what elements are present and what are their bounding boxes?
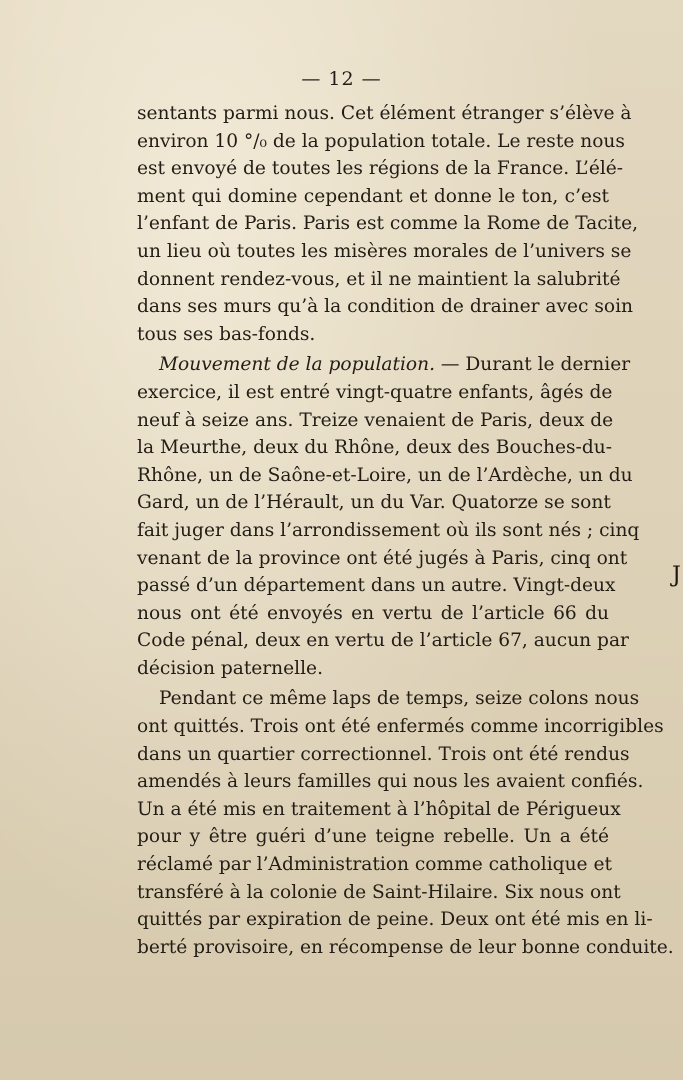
heading-continuation: — Durant le dernier bbox=[434, 354, 631, 376]
section-heading: Mouvement de la population. bbox=[159, 354, 435, 376]
paragraph-2 bbox=[137, 351, 640, 682]
text-line: neuf à seize ans. Treize venaient de Paris, deux de bbox=[137, 409, 614, 431]
text-line: l’enfant de Paris. Paris est comme la Rome de Tacite, bbox=[137, 213, 638, 235]
margin-mark: J bbox=[672, 563, 681, 588]
text-line: sentants parmi nous. Cet élément étranger s’élève à bbox=[137, 103, 632, 124]
text-line: amendés à leurs familles qui nous les avaient confiés. bbox=[137, 771, 644, 793]
text-line: ont quittés. Trois ont été enfermés comme incorrigibles bbox=[137, 716, 664, 738]
text-line: est envoyé de toutes les régions de la France. L’élé- bbox=[137, 158, 624, 180]
text-line: tous ses bas-fonds. bbox=[137, 323, 316, 345]
page-number: — 12 — bbox=[301, 68, 382, 90]
text-line: dans un quartier correctionnel. Trois ont été rendus bbox=[137, 743, 630, 765]
paragraph-1 bbox=[137, 100, 638, 348]
text-line: quittés par expiration de peine. Deux ont été mis en li- bbox=[137, 909, 653, 931]
text-line: environ 10 °/₀ de la population totale. Le reste nous bbox=[137, 130, 625, 152]
body-text bbox=[137, 100, 674, 961]
text-line: Pendant ce même laps de temps, seize colons nous bbox=[159, 688, 640, 710]
text-line: berté provisoire, en récompense de leur bonne conduite. bbox=[137, 936, 674, 958]
text-line: la Meurthe, deux du Rhône, deux des Bouches-du- bbox=[137, 437, 613, 459]
text-line: Rhône, un de Saône-et-Loire, un de l’Ardèche, un du bbox=[137, 464, 633, 486]
text-line: exercice, il est entré vingt-quatre enfants, âgés de bbox=[137, 381, 613, 403]
text-line: Un a été mis en traitement à l’hôpital de Périgueux bbox=[137, 798, 621, 820]
text-line-with-heading bbox=[137, 351, 631, 379]
text-line: transféré à la colonie de Saint-Hilaire. Six nous ont bbox=[137, 881, 621, 903]
text-line: dans ses murs qu’à la condition de drainer avec soin bbox=[137, 296, 634, 318]
text-line: Code pénal, deux en vertu de l’article 67, aucun par bbox=[137, 630, 629, 652]
text-line: fait juger dans l’arrondissement où ils sont nés ; cinq bbox=[137, 519, 640, 541]
text-line: Gard, un de l’Hérault, un du Var. Quatorze se sont bbox=[137, 492, 611, 514]
text-line: ment qui domine cependant et donne le ton, c’est bbox=[137, 185, 609, 207]
text-line: réclamé par l’Administration comme catholique et bbox=[137, 854, 612, 876]
text-line: nous ont été envoyés en vertu de l’article 66 du bbox=[137, 602, 609, 624]
text-line: donnent rendez-vous, et il ne maintient la salubrité bbox=[137, 268, 621, 290]
text-line: pour y être guéri d’une teigne rebelle. Un a été bbox=[137, 826, 609, 848]
text-line: décision paternelle. bbox=[137, 657, 323, 679]
text-line: venant de la province ont été jugés à Paris, cinq ont bbox=[137, 547, 628, 569]
text-line: un lieu où toutes les misères morales de l’univers se bbox=[137, 240, 632, 262]
text-line: passé d’un département dans un autre. Vingt-deux bbox=[137, 575, 616, 597]
paragraph-3 bbox=[137, 685, 674, 961]
